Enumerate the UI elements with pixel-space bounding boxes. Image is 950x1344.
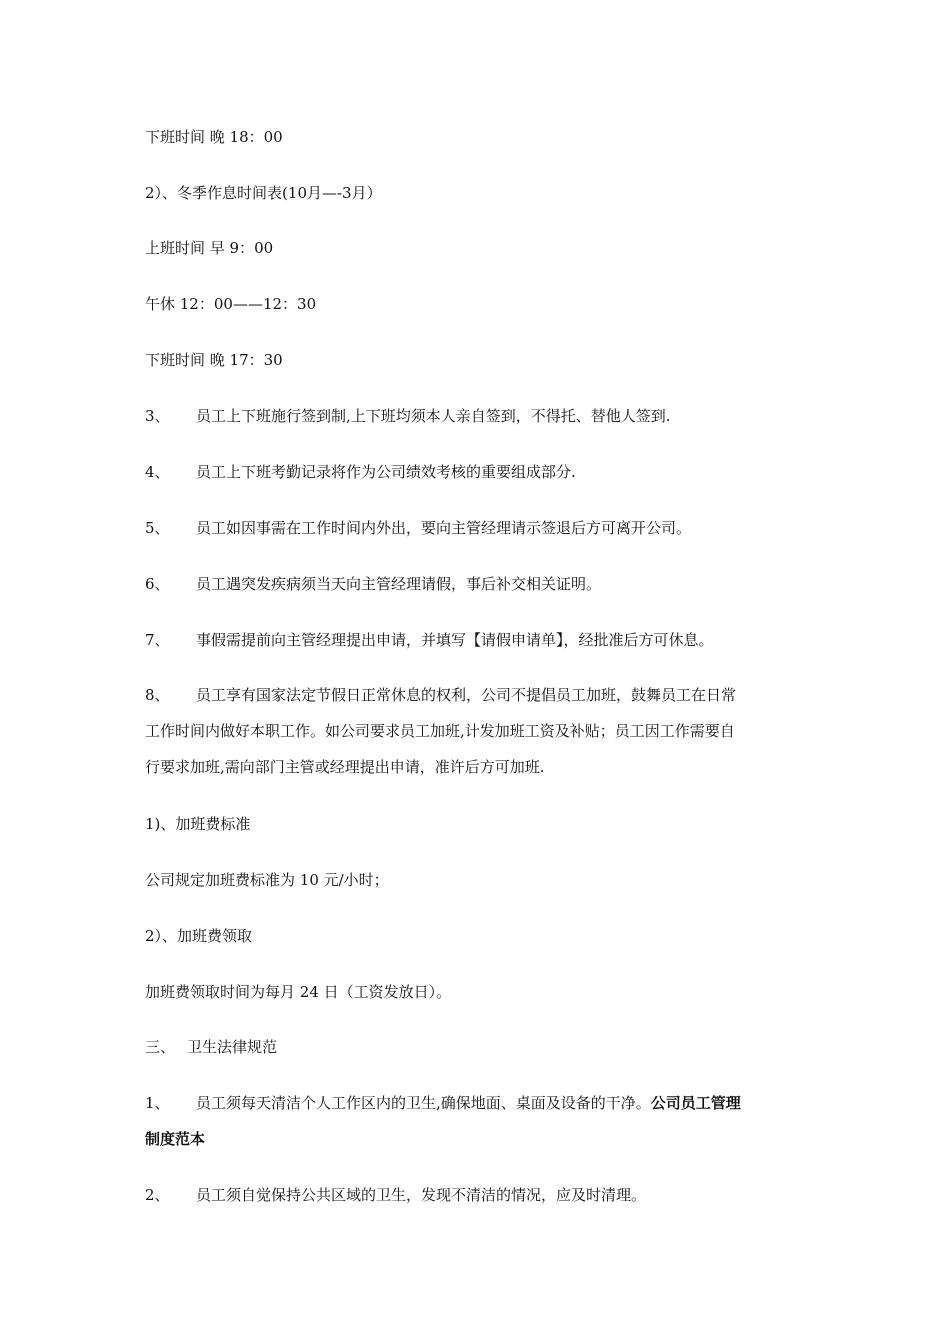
list-item-text: 员工须自觉保持公共区域的卫生，发现不清洁的情况，应及时清理。 (196, 1186, 647, 1204)
list-item-hygiene-2 (145, 1185, 646, 1205)
text-line-winter-schedule-heading: 2）、冬季作息时间表(10月—-3月） (145, 184, 382, 202)
list-item-7 (145, 630, 714, 650)
list-item-8-continuation: 工作时间内做好本职工作。如公司要求员工加班,计发加班工资及补贴；员工因工作需要自 (145, 722, 735, 740)
text-line-lunch-break: 午休 12：00——12：30 (145, 295, 317, 313)
text-line-overtime-standard-heading: 1)、加班费标准 (145, 815, 251, 833)
list-item-number: 3、 (145, 407, 170, 425)
list-item-number: 1、 (145, 1094, 170, 1112)
list-item-3 (145, 406, 671, 426)
section-heading-3 (145, 1037, 277, 1057)
list-item-number: 5、 (145, 519, 170, 537)
list-item-hygiene-1 (145, 1093, 741, 1113)
list-item-8 (145, 685, 736, 705)
list-item-text: 员工遇突发疾病须当天向主管经理请假，事后补交相关证明。 (196, 575, 602, 593)
list-item-text: 员工上下班考勤记录将作为公司绩效考核的重要组成部分. (196, 463, 576, 481)
text-line-overtime-collection-heading: 2）、加班费领取 (145, 927, 253, 945)
list-item-text: 员工如因事需在工作时间内外出，要向主管经理请示签退后方可离开公司。 (196, 519, 692, 537)
watermark-text-continuation: 制度范本 (145, 1130, 206, 1148)
list-item-number: 6、 (145, 575, 170, 593)
text-line-overtime-rate: 公司规定加班费标准为 10 元/小时； (145, 871, 389, 889)
list-item-number: 8、 (145, 686, 170, 704)
section-title: 卫生法律规范 (187, 1038, 278, 1056)
list-item-8-continuation: 行要求加班,需向部门主管或经理提出申请，准许后方可加班. (145, 758, 545, 776)
section-number: 三、 (145, 1038, 176, 1056)
list-item-5 (145, 518, 691, 538)
text-line-on-work-winter: 上班时间 早 9：00 (145, 239, 274, 257)
list-item-number: 4、 (145, 463, 170, 481)
list-item-4 (145, 462, 576, 482)
list-item-text: 员工上下班施行签到制,上下班均须本人亲自签到，不得托、替他人签到. (196, 407, 671, 425)
text-line-overtime-collection-date: 加班费领取时间为每月 24 日（工资发放日）。 (145, 983, 452, 1001)
list-item-text: 员工须每天清洁个人工作区内的卫生,确保地面、桌面及设备的干净。 (196, 1094, 651, 1112)
watermark-text: 公司员工管理 (650, 1094, 741, 1112)
text-line-off-work-summer: 下班时间 晚 18：00 (145, 128, 283, 146)
list-item-text: 员工享有国家法定节假日正常休息的权利，公司不提倡员工加班，鼓舞员工在日常 (196, 686, 737, 704)
list-item-text: 事假需提前向主管经理提出申请，并填写【请假申请单】，经批准后方可休息。 (196, 631, 714, 649)
text-line-off-work-winter: 下班时间 晚 17：30 (145, 351, 283, 369)
list-item-number: 7、 (145, 631, 170, 649)
list-item-6 (145, 574, 601, 594)
list-item-number: 2、 (145, 1186, 170, 1204)
